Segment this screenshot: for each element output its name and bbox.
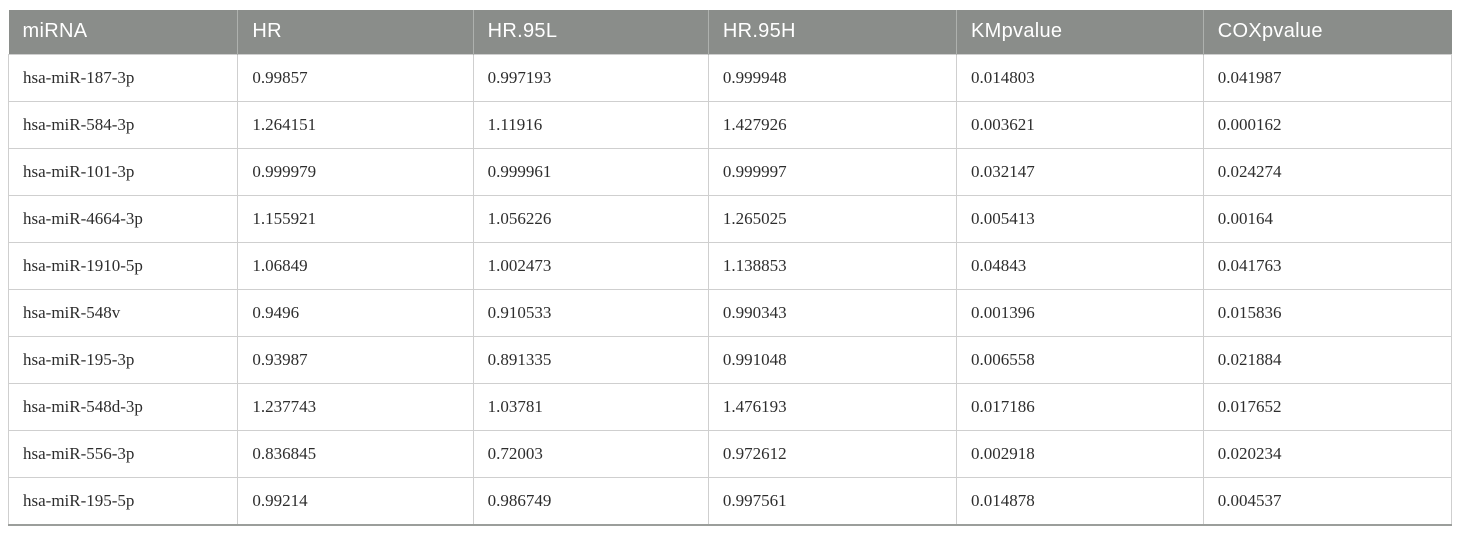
cell-kmpvalue: 0.003621 <box>957 102 1204 149</box>
cell-mirna: hsa-miR-187-3p <box>9 55 238 102</box>
cell-coxpvalue: 0.041763 <box>1203 243 1451 290</box>
cell-kmpvalue: 0.006558 <box>957 337 1204 384</box>
table-row <box>9 55 1452 102</box>
cell-hr: 1.06849 <box>238 243 473 290</box>
cell-hr95h: 0.997561 <box>708 478 956 526</box>
cell-hr95h: 0.972612 <box>708 431 956 478</box>
column-header-hr95h: HR.95H <box>708 10 956 55</box>
cell-hr95h: 1.476193 <box>708 384 956 431</box>
column-header-kmpvalue: KMpvalue <box>957 10 1204 55</box>
cell-mirna: hsa-miR-101-3p <box>9 149 238 196</box>
cell-kmpvalue: 0.032147 <box>957 149 1204 196</box>
cell-hr: 0.9496 <box>238 290 473 337</box>
cell-hr95l: 1.056226 <box>473 196 708 243</box>
cell-hr95h: 1.427926 <box>708 102 956 149</box>
cell-mirna: hsa-miR-1910-5p <box>9 243 238 290</box>
table-row <box>9 431 1452 478</box>
cell-hr95l: 1.11916 <box>473 102 708 149</box>
column-header-hr: HR <box>238 10 473 55</box>
cell-hr95h: 0.999948 <box>708 55 956 102</box>
cell-coxpvalue: 0.004537 <box>1203 478 1451 526</box>
cell-coxpvalue: 0.000162 <box>1203 102 1451 149</box>
cell-hr95h: 1.265025 <box>708 196 956 243</box>
cell-mirna: hsa-miR-195-5p <box>9 478 238 526</box>
cell-coxpvalue: 0.017652 <box>1203 384 1451 431</box>
table-body <box>9 55 1452 526</box>
cell-coxpvalue: 0.041987 <box>1203 55 1451 102</box>
cell-hr: 0.99857 <box>238 55 473 102</box>
cell-hr95l: 0.891335 <box>473 337 708 384</box>
mirna-results-table-container <box>8 10 1452 526</box>
cell-kmpvalue: 0.005413 <box>957 196 1204 243</box>
cell-mirna: hsa-miR-556-3p <box>9 431 238 478</box>
table-row <box>9 290 1452 337</box>
cell-hr95l: 0.997193 <box>473 55 708 102</box>
header-row <box>9 10 1452 55</box>
cell-kmpvalue: 0.002918 <box>957 431 1204 478</box>
cell-hr95h: 0.990343 <box>708 290 956 337</box>
cell-coxpvalue: 0.020234 <box>1203 431 1451 478</box>
cell-hr95l: 1.03781 <box>473 384 708 431</box>
mirna-results-table <box>8 10 1452 526</box>
cell-hr95l: 1.002473 <box>473 243 708 290</box>
cell-kmpvalue: 0.04843 <box>957 243 1204 290</box>
table-row <box>9 196 1452 243</box>
cell-hr: 0.99214 <box>238 478 473 526</box>
cell-coxpvalue: 0.015836 <box>1203 290 1451 337</box>
cell-hr95l: 0.72003 <box>473 431 708 478</box>
table-row <box>9 243 1452 290</box>
table-row <box>9 102 1452 149</box>
table-row <box>9 149 1452 196</box>
column-header-mirna: miRNA <box>9 10 238 55</box>
cell-mirna: hsa-miR-548v <box>9 290 238 337</box>
cell-hr: 1.237743 <box>238 384 473 431</box>
cell-hr: 0.93987 <box>238 337 473 384</box>
cell-mirna: hsa-miR-548d-3p <box>9 384 238 431</box>
cell-kmpvalue: 0.017186 <box>957 384 1204 431</box>
table-row <box>9 337 1452 384</box>
cell-hr95h: 0.991048 <box>708 337 956 384</box>
cell-kmpvalue: 0.014803 <box>957 55 1204 102</box>
column-header-coxpvalue: COXpvalue <box>1203 10 1451 55</box>
cell-coxpvalue: 0.00164 <box>1203 196 1451 243</box>
cell-mirna: hsa-miR-4664-3p <box>9 196 238 243</box>
table-row <box>9 384 1452 431</box>
cell-hr95l: 0.999961 <box>473 149 708 196</box>
cell-hr95l: 0.910533 <box>473 290 708 337</box>
cell-mirna: hsa-miR-195-3p <box>9 337 238 384</box>
table-row <box>9 478 1452 526</box>
cell-hr95h: 1.138853 <box>708 243 956 290</box>
cell-mirna: hsa-miR-584-3p <box>9 102 238 149</box>
cell-hr: 0.999979 <box>238 149 473 196</box>
column-header-hr95l: HR.95L <box>473 10 708 55</box>
cell-kmpvalue: 0.001396 <box>957 290 1204 337</box>
cell-hr: 1.155921 <box>238 196 473 243</box>
cell-hr95h: 0.999997 <box>708 149 956 196</box>
cell-coxpvalue: 0.021884 <box>1203 337 1451 384</box>
cell-kmpvalue: 0.014878 <box>957 478 1204 526</box>
cell-hr95l: 0.986749 <box>473 478 708 526</box>
cell-hr: 1.264151 <box>238 102 473 149</box>
cell-hr: 0.836845 <box>238 431 473 478</box>
table-header <box>9 10 1452 55</box>
cell-coxpvalue: 0.024274 <box>1203 149 1451 196</box>
